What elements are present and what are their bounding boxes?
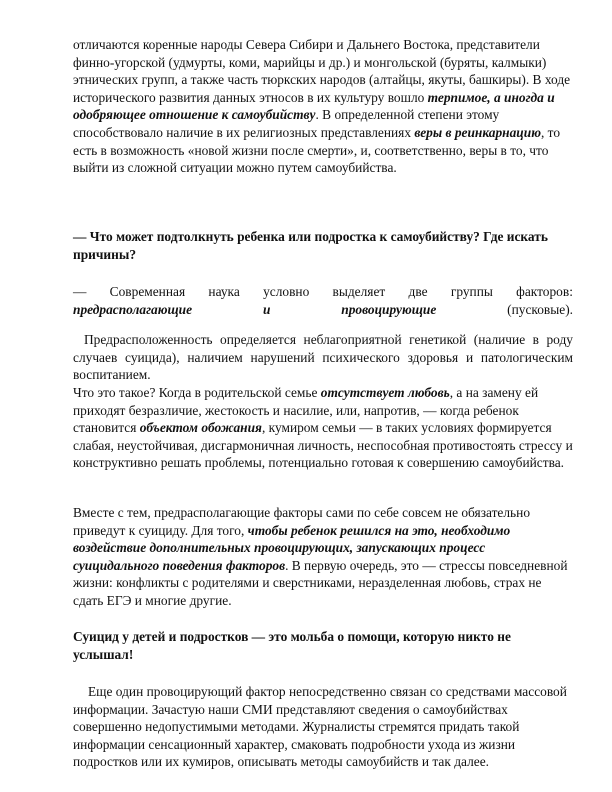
paragraph-provoking-factors — [73, 504, 573, 610]
callout-heading: Суицид у детей и подростков — это мольба о помощи, которую никто не услышал! — [73, 629, 511, 662]
word: Современная — [109, 284, 186, 299]
text-run: отличаются коренные народы Севера Сибири и Дальнего Востока, представители финно-угорской (удмурты, коми, марийцы и др.) и монгольской (буряты, калмыки) этнических групп, а также часть тюркских народов (алтайцы, якуты, башкиры). В ходе исторического развития данных этносов в их культуру вошло — [73, 37, 571, 105]
paragraph-family — [73, 384, 573, 472]
paragraph-predisposition: Предрасположенность определяется неблагоприятной генетикой (наличие в роду случаев суицида), наличием нарушений психического здоровья и патологическим воспитанием. — [73, 332, 573, 383]
paragraph-media: Еще один провоцирующий фактор непосредственно связан со средствами массовой информации. Зачастую наши СМИ представляют сведения о самоубийствах совершенно недопустимыми методами. Журналисты стремятся придать такой информации сенсационный характер, смаковать подробности ухода из жизни подростков или их кумиров, описывать методы самоубийств и так далее. — [73, 684, 567, 770]
text-run: . В первую очередь, это — стрессы повседневной жизни: конфликты с родителями и сверстниками, неразделенная любовь, страх не сдать ЕГЭ и многие другие. — [73, 557, 568, 608]
emphasis-text: терпимое, а иногда и одобряющее отношение к самоубийству — [73, 89, 555, 123]
emphasis-text: чтобы ребенок решился на это, необходимо воздействие дополнительных провоцирующих, запускающих процесс суицидального поведения факторов — [73, 522, 511, 573]
emphasis-text: отсутствует любовь — [320, 385, 450, 400]
emphasis-text: предрасполагающие — [73, 301, 193, 317]
emphasis-text: веры в реинкарнацию — [414, 124, 541, 140]
justified-line — [73, 301, 573, 319]
word: факторов: — [516, 284, 573, 299]
paragraph-ethnic-groups — [73, 36, 573, 177]
text-run: , а на замену ей приходят безразличие, жестокость и насилие, или, напротив, — когда ребенок становится — [73, 385, 539, 436]
word: (пусковые). — [507, 301, 573, 317]
word: наука — [208, 284, 240, 299]
emphasis-text: объектом обожания — [139, 420, 262, 436]
word: и — [262, 301, 271, 317]
emphasis-text: провоцирующие — [341, 301, 437, 317]
text-run: , то есть в возможность «новой жизни после смерти», и, соответственно, веры в то, что выйти из сложной ситуации можно путем самоубийства. — [73, 124, 561, 176]
word: выделяет — [332, 284, 386, 299]
text-run: . В определенной степени этому способствовало наличие в их религиозных представлениях — [73, 107, 500, 140]
word: — — [73, 284, 87, 299]
question-heading: — Что может подтолкнуть ребенка или подростка к самоубийству? Где искать причины? — [73, 229, 548, 262]
word: условно — [263, 284, 310, 299]
text-run: Что это такое? Когда в родительской семье — [73, 385, 321, 400]
paragraph-factor-groups — [73, 283, 573, 318]
justified-line — [73, 283, 573, 301]
word: две — [408, 284, 428, 299]
text-run: , кумиром семьи — в таких условиях формируется слабая, неустойчивая, дисгармоничная личность, неспособная противостоять стрессу и конструктивно решать проблемы, потенциально готовая к совершению самоубийства. — [73, 420, 573, 471]
word: группы — [450, 284, 493, 299]
text-run: Вместе с тем, предрасполагающие факторы сами по себе совсем не обязательно приведут к суициду. Для того, — [73, 505, 531, 538]
